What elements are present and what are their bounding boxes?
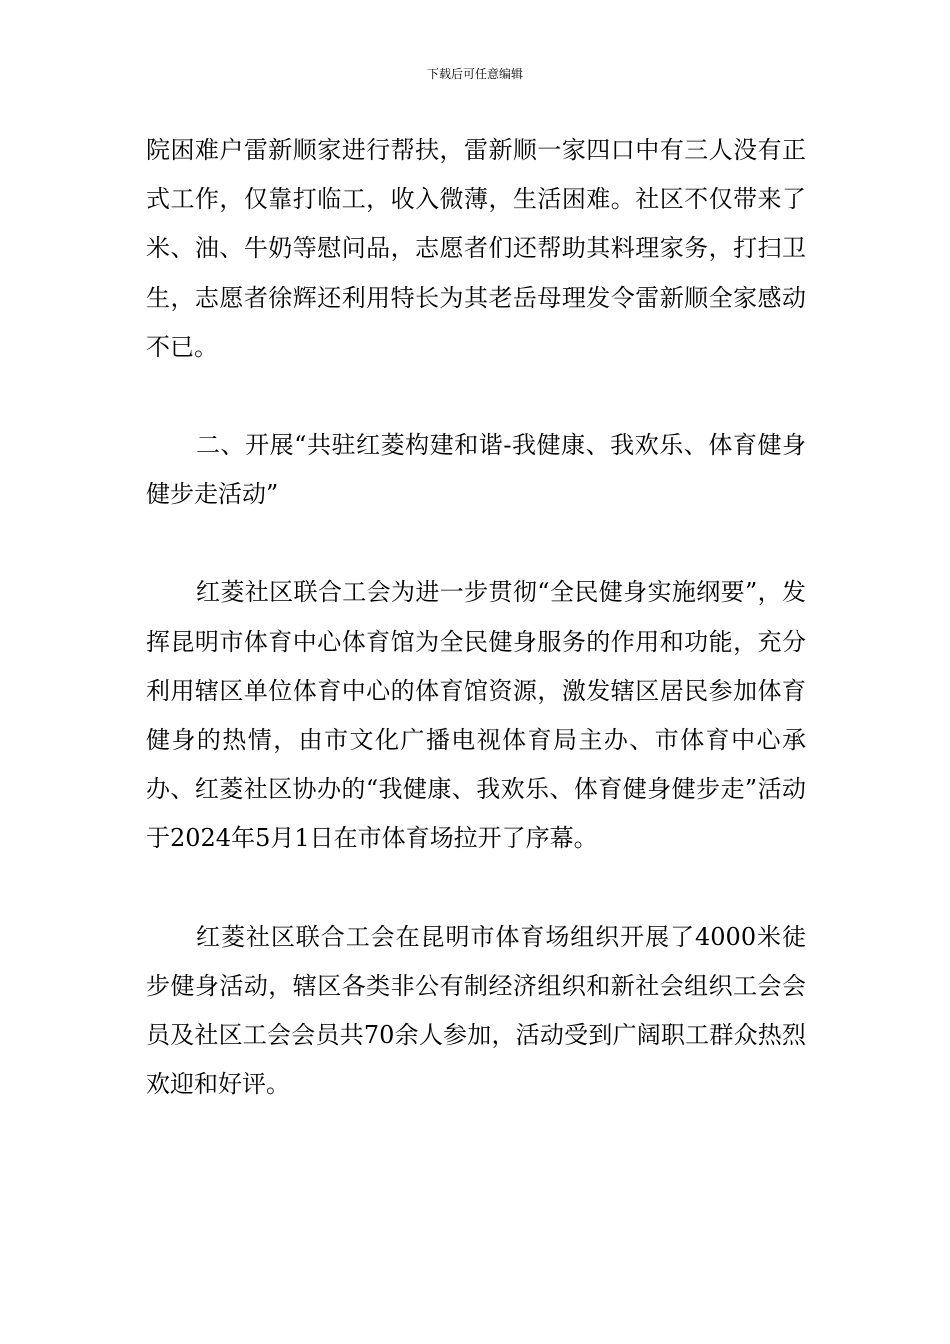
paragraph-continuation: 院困难户雷新顺家进行帮扶，雷新顺一家四口中有三人没有正式工作，仅靠打临工，收入微薄，生活困难。社区不仅带来了米、油、牛奶等慰问品，志愿者们还帮助其料理家务，打扫卫生，志愿者徐辉还利用特长为其老岳母理发令雷新顺全家感动不已。 <box>146 136 806 361</box>
document-body <box>146 126 806 1109</box>
page-header-note: 下载后可任意编辑 <box>426 67 523 81</box>
paragraph-activity-intro: 红菱社区联合工会为进一步贯彻“全民健身实施纲要”，发挥昆明市体育中心体育馆为全民健身服务的作用和功能，充分利用辖区单位体育中心的体育馆资源，激发辖区居民参加体育健身的热情，由市文化广播电视体育局主办、市体育中心承办、红菱社区协办的“我健康、我欢乐、体育健身健步走”活动于2024年5月1日在市体育场拉开了序幕。 <box>146 578 806 853</box>
paragraph-activity-details: 红菱社区联合工会在昆明市体育场组织开展了4000米徒步健身活动，辖区各类非公有制经济组织和新社会组织工会会员及社区工会会员共70余人参加，活动受到广阔职工群众热烈欢迎和好评。 <box>146 922 806 1099</box>
section-heading: 二、开展“共驻红菱构建和谐-我健康、我欢乐、体育健身健步走活动” <box>146 431 806 509</box>
